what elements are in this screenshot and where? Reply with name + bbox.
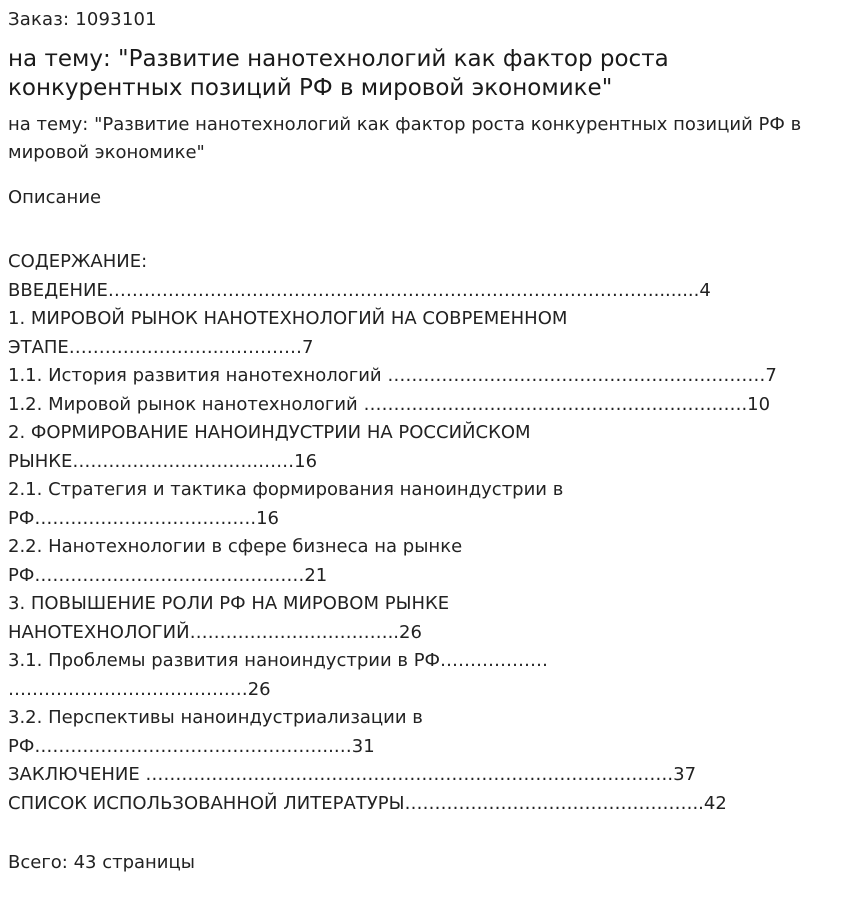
toc-line: ЭТАПЕ……………………...…………7 <box>8 336 314 358</box>
toc-line: НАНОТЕХНОЛОГИЙ……………………………..26 <box>8 621 422 643</box>
page-count: Всего: 43 страницы <box>8 852 195 873</box>
toc-line: 1.2. Мировой рынок нанотехнологий ……………………………………………………….10 <box>8 393 771 415</box>
toc-line: 2.2. Нанотехнологии в сфере бизнеса на рынке <box>8 536 463 557</box>
toc-line: СПИСОК ИСПОЛЬЗОВАННОЙ ЛИТЕРАТУРЫ…………………………………………..42 <box>8 792 727 814</box>
toc-line: РФ……………………………….16 <box>8 507 279 529</box>
toc-line: 3. ПОВЫШЕНИЕ РОЛИ РФ НА МИРОВОМ РЫНКЕ <box>8 593 450 614</box>
toc-line: 3.1. Проблемы развития наноиндустрии в РФ……………… <box>8 650 549 671</box>
page-title: на тему: "Развитие нанотехнологий как фактор роста конкурентных позиций РФ в мировой экономике" <box>8 46 669 101</box>
toc-line: 3.2. Перспективы наноиндустриализации в <box>8 707 423 728</box>
toc-heading: СОДЕРЖАНИЕ: <box>8 251 148 272</box>
toc-line: РЫНКЕ………………………….……16 <box>8 450 318 472</box>
toc-line: ВВЕДЕНИЕ……………………………………………………………………………….........4 <box>8 279 711 301</box>
toc-line: ЗАКЛЮЧЕНИЕ …………………………………………………………………………….37 <box>8 764 697 785</box>
toc-line: 1.1. История развития нанотехнологий ………………………………………………………7 <box>8 365 777 386</box>
toc-line: 1. МИРОВОЙ РЫНОК НАНОТЕХНОЛОГИЙ НА СОВРЕМЕННОМ <box>8 308 568 329</box>
description-label: Описание <box>8 187 102 208</box>
toc-line: ……………………………….…26 <box>8 678 271 700</box>
toc-line: РФ………………………………………21 <box>8 564 328 586</box>
toc-line: 2. ФОРМИРОВАНИЕ НАНОИНДУСТРИИ НА РОССИЙСКОМ <box>8 422 531 443</box>
order-number: Заказ: 1093101 <box>8 9 157 30</box>
table-of-contents <box>8 248 839 818</box>
page-subtitle: на тему: "Развитие нанотехнологий как фактор роста конкурентных позиций РФ в мировой экономике" <box>8 114 802 163</box>
toc-line: РФ…………………………………………..…31 <box>8 735 375 757</box>
toc-line: 2.1. Стратегия и тактика формирования наноиндустрии в <box>8 479 564 500</box>
